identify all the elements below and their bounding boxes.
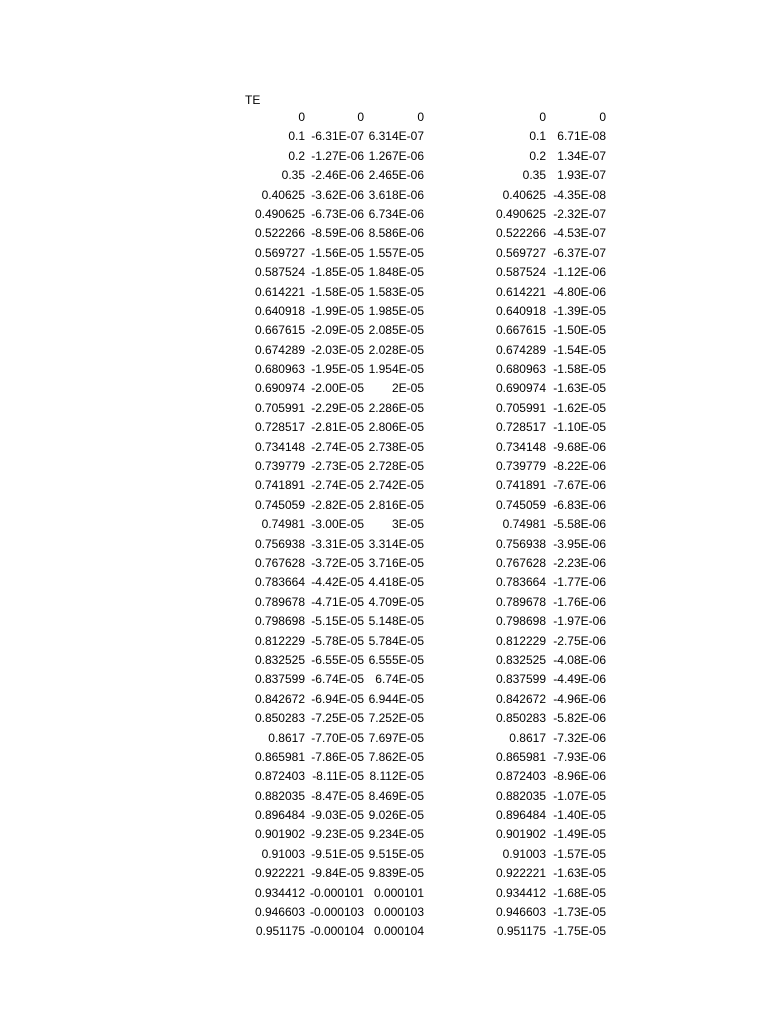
table-cell: -7.70E-05 xyxy=(311,730,364,745)
table-cell: 0 xyxy=(599,110,606,124)
table-cell: 0.901902 xyxy=(254,827,305,842)
table-cell: 0.951175 xyxy=(255,924,305,939)
table-cell: -1.99E-05 xyxy=(311,303,364,318)
table-cell: 2.806E-05 xyxy=(368,420,424,435)
table-cell: -1.75E-05 xyxy=(553,924,606,939)
table-cell: 0 xyxy=(357,110,364,124)
table-cell: 0.798698 xyxy=(495,614,546,629)
table-cell: 0.842672 xyxy=(495,691,546,706)
table-cell: 6.944E-05 xyxy=(368,691,424,706)
table-cell: 2.728E-05 xyxy=(368,459,424,474)
table-cell: -1.63E-05 xyxy=(553,381,606,396)
table-cell: 0.705991 xyxy=(495,400,546,415)
table-cell: -5.58E-06 xyxy=(553,517,606,532)
table-cell: 0.783664 xyxy=(495,575,546,590)
table-cell: -2.74E-05 xyxy=(311,439,364,454)
table-cell: 0.667615 xyxy=(495,323,546,338)
table-cell: 0.569727 xyxy=(254,245,305,260)
table-cell: 0.946603 xyxy=(495,905,546,920)
table-cell: 0.756938 xyxy=(495,536,546,551)
table-cell: 2.738E-05 xyxy=(368,439,424,454)
table-cell: 9.026E-05 xyxy=(368,808,424,823)
table-cell: -1.97E-06 xyxy=(553,614,606,629)
table-cell: 0.1 xyxy=(288,129,305,144)
table-cell: 0.798698 xyxy=(254,614,305,629)
table-cell: 0.951175 xyxy=(496,924,546,939)
table-cell: -1.58E-05 xyxy=(553,362,606,377)
table-cell: 0.922221 xyxy=(254,866,305,881)
table-cell: 0.000103 xyxy=(373,905,424,920)
table-cell: -8.47E-05 xyxy=(311,788,364,803)
table-cell: -6.55E-05 xyxy=(311,652,364,667)
table-cell: -3.31E-05 xyxy=(311,536,364,551)
table-cell: -9.23E-05 xyxy=(311,827,364,842)
table-cell: 7.252E-05 xyxy=(368,711,424,726)
table-cell: -6.94E-05 xyxy=(311,691,364,706)
table-cell: 6.314E-07 xyxy=(368,129,424,144)
table-cell: 8.112E-05 xyxy=(369,769,424,784)
table-cell: 0.680963 xyxy=(254,362,305,377)
table-cell: 0.674289 xyxy=(495,342,546,357)
table-cell: -0.000101 xyxy=(309,885,364,900)
table-cell: 0.934412 xyxy=(495,885,546,900)
table-cell: 0.756938 xyxy=(254,536,305,551)
table-cell: 0.705991 xyxy=(254,400,305,415)
table-cell: 0.680963 xyxy=(495,362,546,377)
table-cell: -6.31E-07 xyxy=(311,129,364,144)
table-cell: 0.35 xyxy=(281,168,305,183)
table-cell: 0.812229 xyxy=(495,633,546,648)
table-cell: -1.07E-05 xyxy=(553,788,606,803)
table-cell: -2.75E-06 xyxy=(553,633,606,648)
table-cell: -8.96E-06 xyxy=(553,769,606,784)
table-cell: 1.267E-06 xyxy=(368,148,424,163)
table-cell: -0.000104 xyxy=(309,924,364,939)
table-cell: -8.11E-05 xyxy=(312,769,364,784)
table-cell: 0.40625 xyxy=(502,187,546,202)
table-cell: -2.03E-05 xyxy=(311,342,364,357)
table-cell: -1.12E-06 xyxy=(553,265,606,280)
table-cell: 2.742E-05 xyxy=(368,478,424,493)
table-cell: 0.745059 xyxy=(254,497,305,512)
table-cell: -2.32E-07 xyxy=(553,206,606,221)
table-cell: -2.29E-05 xyxy=(311,400,364,415)
table-cell: 0.690974 xyxy=(495,381,546,396)
table-cell: -2.46E-06 xyxy=(311,168,364,183)
table-cell: -7.25E-05 xyxy=(311,711,364,726)
table-cell: 3.618E-06 xyxy=(368,187,424,202)
table-cell: 6.555E-05 xyxy=(368,652,424,667)
table-cell: 0.865981 xyxy=(495,749,546,764)
table-cell: -9.03E-05 xyxy=(311,808,364,823)
table-cell: -6.83E-06 xyxy=(553,497,606,512)
table-cell: -5.78E-05 xyxy=(311,633,364,648)
table-cell: -5.82E-06 xyxy=(553,711,606,726)
table-cell: 0.745059 xyxy=(495,497,546,512)
table-cell: 3.716E-05 xyxy=(368,555,424,570)
table-cell: -1.27E-06 xyxy=(311,148,364,163)
table-cell: 0.832525 xyxy=(254,652,305,667)
table-cell: 1.93E-07 xyxy=(557,168,606,183)
table-cell: 0.40625 xyxy=(261,187,305,202)
table-cell: -2.73E-05 xyxy=(311,459,364,474)
table-cell: 1.985E-05 xyxy=(368,303,424,318)
table-cell: -6.74E-05 xyxy=(311,672,364,687)
table-cell: 0.767628 xyxy=(254,555,305,570)
table-cell: 0.8617 xyxy=(268,730,305,745)
table-cell: -4.49E-06 xyxy=(553,672,606,687)
table-cell: 2.286E-05 xyxy=(368,400,424,415)
table-cell: 0.490625 xyxy=(254,206,305,221)
table-cell: 0.522266 xyxy=(495,226,546,241)
table-cell: -4.08E-06 xyxy=(553,652,606,667)
table-cell: 8.586E-06 xyxy=(368,226,424,241)
table-cell: 0.640918 xyxy=(254,303,305,318)
table-cell: -4.80E-06 xyxy=(553,284,606,299)
table-cell: 2.465E-06 xyxy=(368,168,424,183)
table-cell: -3.62E-06 xyxy=(311,187,364,202)
table-cell: 0.946603 xyxy=(254,905,305,920)
table-cell: 0.000101 xyxy=(373,885,424,900)
table-cell: 0.522266 xyxy=(254,226,305,241)
table-cell: -1.95E-05 xyxy=(311,362,364,377)
table-cell: 0.614221 xyxy=(254,284,305,299)
table-cell: 6.74E-05 xyxy=(375,672,424,687)
table-cell: 0.872403 xyxy=(495,769,546,784)
table-cell: -2.09E-05 xyxy=(311,323,364,338)
table-cell: 6.734E-06 xyxy=(368,206,424,221)
table-cell: 0.789678 xyxy=(495,594,546,609)
table-cell: -8.22E-06 xyxy=(553,459,606,474)
table-cell: -1.57E-05 xyxy=(553,846,606,861)
table-cell: -1.76E-06 xyxy=(553,594,606,609)
table-cell: 9.234E-05 xyxy=(368,827,424,842)
table-cell: 0.569727 xyxy=(495,245,546,260)
table-cell: 2.085E-05 xyxy=(368,323,424,338)
table-cell: 1.583E-05 xyxy=(368,284,424,299)
table-cell: 0.837599 xyxy=(254,672,305,687)
table-cell: -1.62E-05 xyxy=(553,400,606,415)
table-cell: 0.587524 xyxy=(495,265,546,280)
table-cell: 0.667615 xyxy=(254,323,305,338)
table-cell: -1.63E-05 xyxy=(553,866,606,881)
table-cell: 0.614221 xyxy=(495,284,546,299)
table-cell: -5.15E-05 xyxy=(311,614,364,629)
table-cell: -9.68E-06 xyxy=(553,439,606,454)
table-cell: -3.00E-05 xyxy=(311,517,364,532)
table-cell: 0.896484 xyxy=(495,808,546,823)
table-cell: 0.783664 xyxy=(254,575,305,590)
table-cell: -1.50E-05 xyxy=(553,323,606,338)
table-cell: 0.74981 xyxy=(261,517,305,532)
table-cell: -4.71E-05 xyxy=(311,594,364,609)
table-cell: 0.837599 xyxy=(495,672,546,687)
table-cell: 0.490625 xyxy=(495,206,546,221)
table-cell: -2.81E-05 xyxy=(311,420,364,435)
table-cell: -1.54E-05 xyxy=(553,342,606,357)
table-cell: 0.690974 xyxy=(254,381,305,396)
table-cell: 0.74981 xyxy=(502,517,546,532)
table-cell: -1.77E-06 xyxy=(553,575,606,590)
table-cell: 1.557E-05 xyxy=(368,245,424,260)
table-cell: -6.37E-07 xyxy=(553,245,606,260)
sheet-title: TE xyxy=(245,93,261,107)
table-cell: 0.728517 xyxy=(495,420,546,435)
table-cell: -4.35E-08 xyxy=(553,187,606,202)
table-cell: 0 xyxy=(298,110,305,124)
table-cell: 0.91003 xyxy=(261,846,305,861)
table-cell: -3.72E-05 xyxy=(311,555,364,570)
table-cell: 2E-05 xyxy=(391,381,424,396)
table-cell: 0.865981 xyxy=(254,749,305,764)
table-cell: -9.84E-05 xyxy=(311,866,364,881)
table-cell: 0.1 xyxy=(529,129,546,144)
table-cell: 0.789678 xyxy=(254,594,305,609)
table-cell: 9.515E-05 xyxy=(368,846,424,861)
table-cell: 0.8617 xyxy=(509,730,546,745)
table-cell: 0.812229 xyxy=(254,633,305,648)
table-cell: -1.68E-05 xyxy=(553,885,606,900)
table-cell: 3E-05 xyxy=(391,517,424,532)
table-cell: 9.839E-05 xyxy=(368,866,424,881)
table-cell: 8.469E-05 xyxy=(368,788,424,803)
table-cell: -9.51E-05 xyxy=(311,846,364,861)
table-cell: -2.74E-05 xyxy=(311,478,364,493)
table-cell: 0.739779 xyxy=(254,459,305,474)
table-cell: 0.901902 xyxy=(495,827,546,842)
table-cell: 4.709E-05 xyxy=(368,594,424,609)
table-cell: 7.862E-05 xyxy=(368,749,424,764)
table-cell: 0.734148 xyxy=(254,439,305,454)
table-cell: 0.741891 xyxy=(495,478,546,493)
table-cell: -2.82E-05 xyxy=(311,497,364,512)
table-cell: 4.418E-05 xyxy=(368,575,424,590)
table-cell: -7.86E-05 xyxy=(311,749,364,764)
table-cell: 0.91003 xyxy=(502,846,546,861)
table-cell: -1.73E-05 xyxy=(553,905,606,920)
table-cell: 3.314E-05 xyxy=(368,536,424,551)
table-cell: -8.59E-06 xyxy=(311,226,364,241)
table-cell: -1.85E-05 xyxy=(311,265,364,280)
table-cell: -1.49E-05 xyxy=(553,827,606,842)
table-cell: 5.148E-05 xyxy=(368,614,424,629)
table-cell: 0.000104 xyxy=(373,924,424,939)
table-cell: 0.767628 xyxy=(495,555,546,570)
table-cell: 0.2 xyxy=(288,148,305,163)
table-cell: 0.872403 xyxy=(254,769,305,784)
table-cell: 0.734148 xyxy=(495,439,546,454)
table-cell: -1.58E-05 xyxy=(311,284,364,299)
table-cell: -4.42E-05 xyxy=(311,575,364,590)
table-cell: 0.842672 xyxy=(254,691,305,706)
table-cell: 1.848E-05 xyxy=(368,265,424,280)
table-cell: 0.922221 xyxy=(495,866,546,881)
table-cell: 1.954E-05 xyxy=(368,362,424,377)
table-cell: 0.882035 xyxy=(495,788,546,803)
table-cell: -2.00E-05 xyxy=(311,381,364,396)
table-cell: 0.882035 xyxy=(254,788,305,803)
table-cell: 0.739779 xyxy=(495,459,546,474)
table-cell: -1.40E-05 xyxy=(553,808,606,823)
table-cell: -7.32E-06 xyxy=(553,730,606,745)
table-cell: -4.96E-06 xyxy=(553,691,606,706)
table-cell: 0.674289 xyxy=(254,342,305,357)
table-cell: -1.56E-05 xyxy=(311,245,364,260)
table-cell: 0.587524 xyxy=(254,265,305,280)
table-cell: -7.93E-06 xyxy=(553,749,606,764)
table-cell: 0.728517 xyxy=(254,420,305,435)
table-cell: -2.23E-06 xyxy=(553,555,606,570)
table-cell: 5.784E-05 xyxy=(368,633,424,648)
table-cell: -1.10E-05 xyxy=(553,420,606,435)
table-cell: 0.850283 xyxy=(495,711,546,726)
table-cell: -6.73E-06 xyxy=(311,206,364,221)
table-cell: 2.816E-05 xyxy=(368,497,424,512)
table-cell: -0.000103 xyxy=(309,905,364,920)
table-cell: 0.934412 xyxy=(254,885,305,900)
table-cell: 0.2 xyxy=(529,148,546,163)
table-cell: -4.53E-07 xyxy=(553,226,606,241)
table-cell: -3.95E-06 xyxy=(553,536,606,551)
table-cell: 0.850283 xyxy=(254,711,305,726)
table-cell: 0 xyxy=(539,110,546,124)
table-cell: 0.741891 xyxy=(254,478,305,493)
table-cell: 0.832525 xyxy=(495,652,546,667)
table-cell: 0.35 xyxy=(522,168,546,183)
table-cell: 0.896484 xyxy=(254,808,305,823)
table-cell: 6.71E-08 xyxy=(557,129,606,144)
table-cell: 0 xyxy=(417,110,424,124)
table-cell: 0.640918 xyxy=(495,303,546,318)
table-cell: -1.39E-05 xyxy=(553,303,606,318)
table-cell: 2.028E-05 xyxy=(368,342,424,357)
table-cell: -7.67E-06 xyxy=(553,478,606,493)
table-cell: 7.697E-05 xyxy=(368,730,424,745)
table-cell: 1.34E-07 xyxy=(557,148,606,163)
